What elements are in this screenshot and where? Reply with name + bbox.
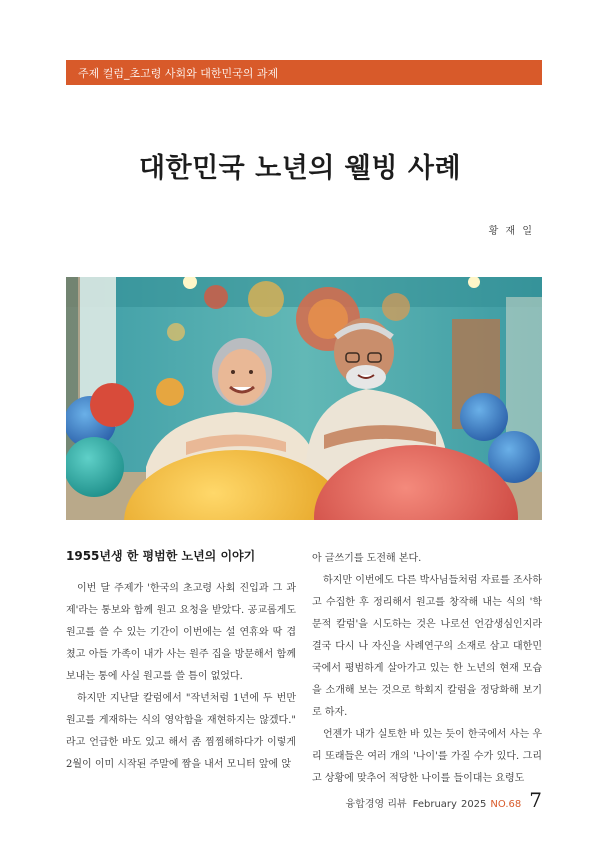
article-title: 대한민국 노년의 웰빙 사례 bbox=[138, 153, 462, 184]
section-banner bbox=[66, 60, 542, 85]
section-banner-label: 주제 컬럼_초고령 사회와 대한민국의 과제 bbox=[78, 66, 279, 80]
article-column-right bbox=[312, 548, 542, 790]
issue-month: February bbox=[412, 799, 457, 810]
body-paragraph: 언젠가 내가 실토한 바 있는 듯이 한국에서 사는 우리 또래들은 여러 개의 '나이'를 가질 수가 있다. 그리고 상황에 맞추어 적당한 나이를 들이대는 요령도 bbox=[312, 729, 542, 784]
elderly-couple-illustration bbox=[66, 277, 542, 520]
body-paragraph: 하지만 이번에도 다른 박사님들처럼 자료를 조사하고 수집한 후 정리해서 원고를 창작해 내는 식의 '학문적 칼럼'을 시도하는 것은 나로선 언감생심인지라 결국 다시 나 자신을 사례연구의 소재로 삼고 대한민국에서 평범하게 살아가고 있는 한 노년의 현재 모습을 소개해 보는 것으로 학회지 칼럼을 정당화해 보기로 하자. bbox=[312, 575, 542, 718]
issue-number: NO.68 bbox=[490, 799, 522, 810]
article-author: 황 재 일 bbox=[488, 226, 534, 237]
article-column-left bbox=[66, 545, 296, 776]
page-number: 7 bbox=[529, 788, 542, 812]
body-paragraph: 하지만 지난달 칼럼에서 "작년처럼 1년에 두 번만 원고를 게재하는 식의 영악함을 재현하지는 않겠다." 라고 언급한 바도 있고 해서 좀 찜찜해하다가 이렇게 2월이 이미 시작된 주말에 짬을 내서 모니터 앞에 앉 bbox=[66, 693, 296, 770]
issue-year: 2025 bbox=[460, 799, 487, 810]
body-paragraph: 아 글쓰기를 도전해 본다. bbox=[312, 553, 422, 564]
body-paragraph: 이번 달 주제가 '한국의 초고령 사회 진입과 그 과제'라는 통보와 함께 원고 요청을 받았다. 공교롭게도 원고를 쓸 수 있는 기간이 이번에는 설 연휴와 딱 겹쳤고 아들 가족이 내가 사는 원주 집을 방문해서 함께 보내는 통에 사실 원고를 쓸 틈이 없었다. bbox=[66, 583, 296, 682]
article-subhead: 1955년생 한 평범한 노년의 이야기 bbox=[66, 549, 256, 563]
magazine-name: 융합경영 리뷰 bbox=[345, 799, 407, 810]
article-photo bbox=[66, 277, 542, 520]
page-footer bbox=[346, 788, 543, 812]
